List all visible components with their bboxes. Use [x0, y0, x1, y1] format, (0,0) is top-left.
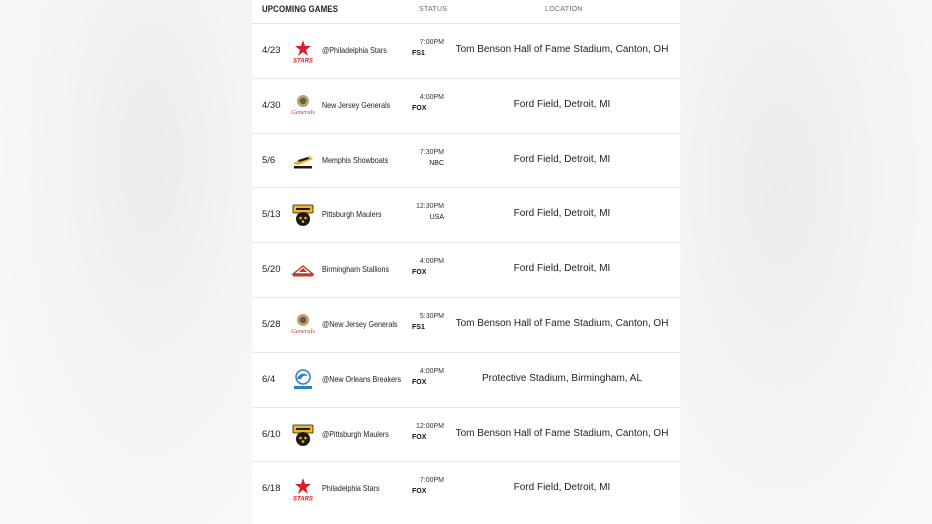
game-time: 4:00PM: [419, 258, 444, 266]
game-time: 4:00PM: [419, 93, 444, 101]
tv-network: NBC: [429, 159, 444, 167]
game-date: 5/20: [262, 264, 281, 276]
game-row: [252, 188, 680, 243]
game-location: Tom Benson Hall of Fame Stadium, Canton, OH: [455, 317, 669, 329]
maulers-logo-icon: [290, 422, 316, 448]
schedule-panel: [252, 0, 680, 524]
stars-logo-icon: [290, 38, 316, 64]
tv-network: FS1: [412, 50, 425, 57]
showboats-logo-icon: [290, 148, 316, 174]
generals-logo-icon: [290, 312, 316, 338]
game-row: [252, 298, 680, 353]
tv-network: FOX: [412, 269, 427, 277]
tv-network: USA: [429, 214, 444, 222]
game-time: 7:00PM: [419, 477, 444, 485]
opponent-team-link[interactable]: @Pittsburgh Maulers: [322, 428, 389, 439]
schedule-header: [252, 0, 680, 24]
opponent-team-link[interactable]: New Jersey Generals: [322, 99, 391, 110]
game-location: Ford Field, Detroit, MI: [513, 153, 611, 165]
game-row: [252, 243, 680, 298]
opponent-team-link[interactable]: @New Orleans Breakers: [322, 373, 402, 384]
game-location: Ford Field, Detroit, MI: [513, 263, 611, 275]
game-row: [252, 79, 680, 134]
opponent-team-link[interactable]: Birmingham Stallions: [322, 264, 390, 275]
game-time: 5:30PM: [419, 312, 444, 320]
game-date: 6/10: [262, 428, 281, 440]
svg-text:STARS: STARS: [293, 58, 313, 64]
game-date: 5/28: [262, 318, 281, 330]
generals-logo-icon: [290, 93, 316, 119]
game-location: Tom Benson Hall of Fame Stadium, Canton, OH: [455, 44, 669, 55]
location-column-header: LOCATION: [545, 6, 583, 13]
game-location: Tom Benson Hall of Fame Stadium, Canton, OH: [455, 427, 669, 439]
opponent-team-link[interactable]: @Philadelphia Stars: [322, 45, 387, 55]
upcoming-games-title: UPCOMING GAMES: [262, 4, 339, 14]
game-time: 12:00PM: [415, 422, 444, 430]
game-time: 4:00PM: [419, 367, 444, 375]
game-row: [252, 408, 680, 463]
breakers-logo-icon: [290, 367, 316, 393]
games-list: [252, 24, 680, 517]
game-location: Ford Field, Detroit, MI: [513, 208, 611, 220]
game-time: 7:00PM: [419, 39, 444, 46]
svg-text:Generals: Generals: [291, 327, 315, 335]
game-location: Ford Field, Detroit, MI: [513, 482, 611, 494]
opponent-team-link[interactable]: @New Jersey Generals: [322, 318, 398, 329]
tv-network: FOX: [412, 378, 427, 386]
svg-text:STARS: STARS: [293, 496, 313, 503]
game-date: 4/23: [262, 45, 281, 56]
background-right: [680, 0, 932, 524]
opponent-team-link[interactable]: Pittsburgh Maulers: [322, 209, 382, 220]
game-time: 7:30PM: [419, 148, 444, 156]
game-row: [252, 24, 680, 79]
opponent-team-link[interactable]: Memphis Showboats: [322, 154, 389, 165]
tv-network: FOX: [412, 488, 427, 496]
game-location: Ford Field, Detroit, MI: [513, 98, 611, 110]
game-date: 4/30: [262, 99, 281, 111]
tv-network: FOX: [412, 104, 427, 112]
game-date: 5/13: [262, 209, 281, 221]
tv-network: FOX: [412, 433, 427, 441]
stars-logo-icon: [290, 476, 316, 502]
game-row: [252, 462, 680, 517]
game-time: 12:30PM: [415, 203, 444, 211]
svg-text:Generals: Generals: [291, 108, 315, 116]
background-left: [0, 0, 252, 524]
stallions-logo-icon: [290, 257, 316, 283]
game-location: Protective Stadium, Birmingham, AL: [481, 372, 643, 384]
status-column-header: STATUS: [419, 6, 448, 13]
maulers-logo-icon: [290, 202, 316, 228]
opponent-team-link[interactable]: Philadelphia Stars: [322, 483, 380, 494]
game-row: [252, 134, 680, 189]
game-date: 5/6: [262, 154, 276, 166]
game-row: [252, 353, 680, 408]
game-date: 6/4: [262, 373, 276, 385]
game-date: 6/18: [262, 483, 281, 495]
tv-network: FS1: [412, 323, 425, 331]
